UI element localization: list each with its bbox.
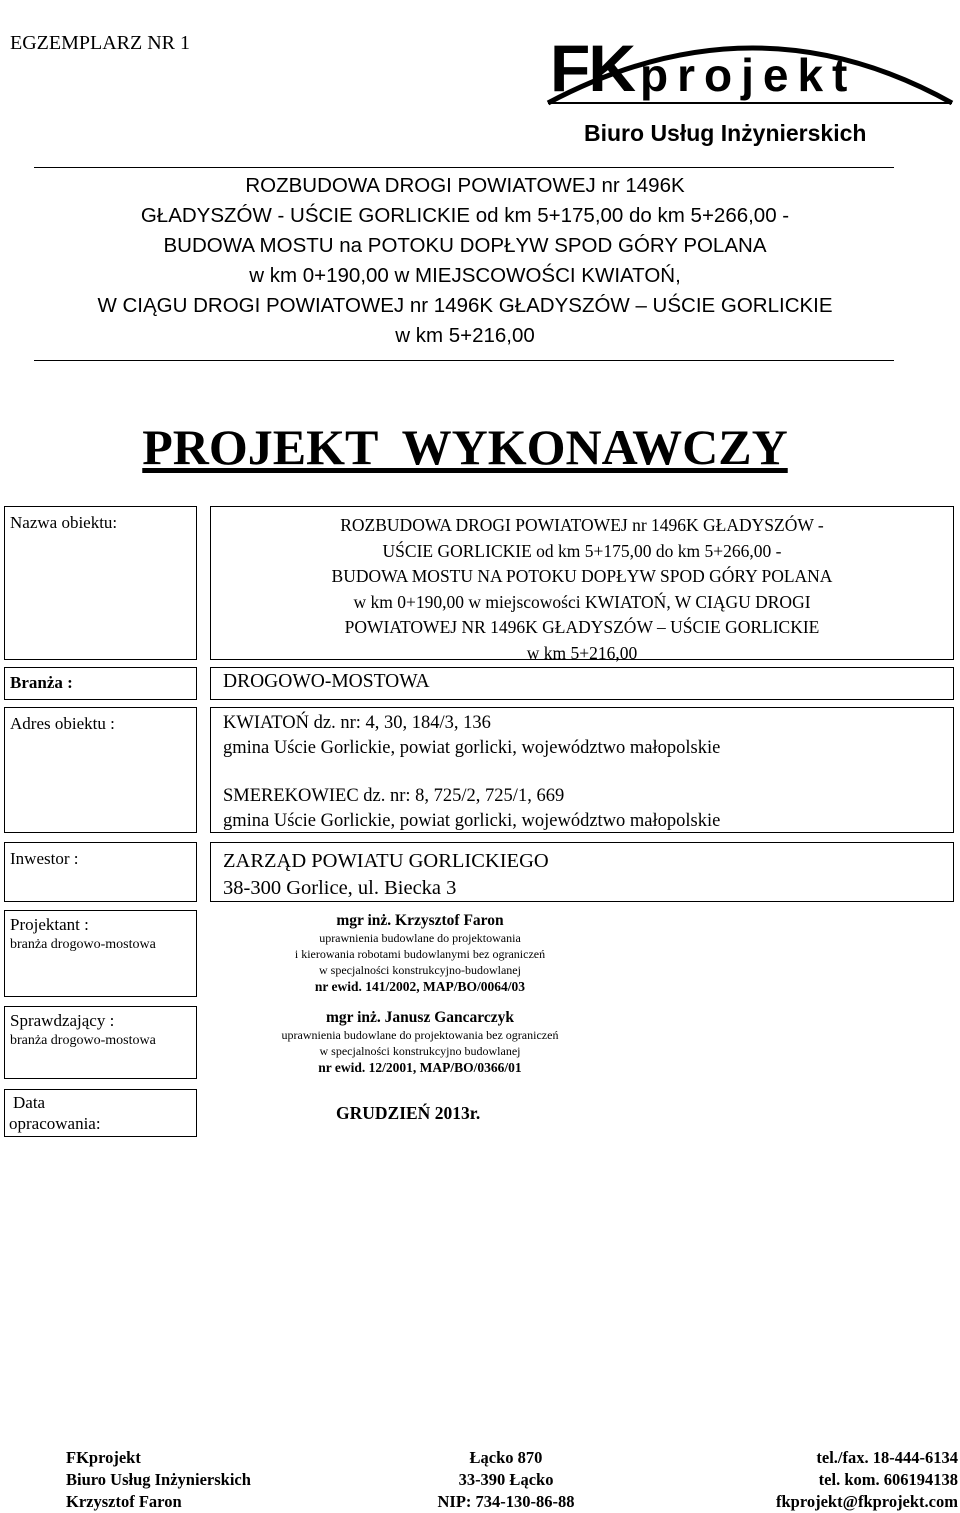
title-line: GŁADYSZÓW - UŚCIE GORLICKIE od km 5+175,00 do km 5+266,00 - <box>140 204 790 227</box>
logo-fk: FK <box>550 31 634 105</box>
designer-label-box <box>4 910 197 997</box>
object-line: UŚCIE GORLICKIE od km 5+175,00 do km 5+266,00 - <box>382 540 782 561</box>
investor-name: ZARZĄD POWIATU GORLICKIEGO <box>223 850 549 872</box>
designer-label: Projektant : <box>10 915 89 934</box>
designer-permission-line: w specjalności konstrukcyjno-budowlanej <box>319 963 521 977</box>
document-title <box>0 171 930 351</box>
logo-subtitle: Biuro Usług Inżynierskich <box>584 120 867 146</box>
title-line: w km 0+190,00 w MIEJSCOWOŚCI KWIATOŃ, <box>249 264 681 287</box>
object-name-box <box>210 506 954 663</box>
investor-address: 38-300 Gorlice, ul. Biecka 3 <box>223 877 457 899</box>
footer-left <box>66 1447 251 1513</box>
branch-value-box <box>210 667 954 700</box>
footer-email[interactable]: fkprojekt@fkprojekt.com <box>775 1492 958 1511</box>
branch-label: Branża : <box>10 673 73 692</box>
footer-nip: NIP: 734-130-86-88 <box>437 1492 575 1511</box>
designer-name: mgr inż. Krzysztof Faron <box>336 912 504 929</box>
address-value-box <box>210 707 954 833</box>
designer-permission-line: i kierowania robotami budowlanymi bez ograniczeń <box>294 947 546 961</box>
page-heading: PROJEKT WYKONAWCZY <box>142 419 788 475</box>
object-label-box <box>4 506 197 660</box>
logo-projekt: projekt <box>640 49 857 101</box>
branch-label-box <box>4 667 197 700</box>
checker-label-box <box>4 1006 197 1079</box>
address-line-gmina: gmina Uście Gorlickie, powiat gorlicki, województwo małopolskie <box>223 738 721 758</box>
footer-company: FKprojekt <box>66 1448 141 1467</box>
footer-mobile: tel. kom. 606194138 <box>818 1470 958 1489</box>
title-line: ROZBUDOWA DROGI POWIATOWEJ nr 1496K <box>245 174 685 197</box>
footer-phone-fax: tel./fax. 18-444-6134 <box>816 1448 958 1467</box>
date-label-line: Data <box>13 1093 46 1112</box>
footer-middle <box>406 1447 606 1513</box>
title-line: BUDOWA MOSTU na POTOKU DOPŁYW SPOD GÓRY POLANA <box>163 234 767 257</box>
address-line-smerekowiec: SMEREKOWIEC dz. nr: 8, 725/2, 725/1, 669 <box>223 786 565 806</box>
object-line: w km 5+216,00 <box>526 642 638 663</box>
designer-registration: nr ewid. 141/2002, MAP/BO/0064/03 <box>314 979 526 994</box>
checker-permission-line: uprawnienia budowlane do projektowania bez ograniczeń <box>281 1028 559 1042</box>
copy-label: EGZEMPLARZ NR 1 <box>10 32 190 54</box>
address-line-kwiaton: KWIATOŃ dz. nr: 4, 30, 184/3, 136 <box>223 713 491 733</box>
title-rule-top <box>34 167 894 168</box>
company-logo <box>540 8 960 148</box>
address-line-gmina: gmina Uście Gorlickie, powiat gorlicki, województwo małopolskie <box>223 811 721 831</box>
checker-label: Sprawdzający : <box>10 1011 115 1030</box>
branch-value: DROGOWO-MOSTOWA <box>223 671 430 692</box>
investor-label-box <box>4 842 197 902</box>
address-label: Adres obiektu : <box>10 714 115 733</box>
date-label-line: opracowania: <box>9 1114 101 1133</box>
title-rule-bottom <box>34 360 894 361</box>
investor-value-box <box>210 842 954 902</box>
footer-postcode: 33-390 Łącko <box>458 1470 554 1489</box>
checker-branch: branża drogowo-mostowa <box>10 1033 156 1048</box>
checker-info <box>210 1009 630 1077</box>
object-line: ROZBUDOWA DROGI POWIATOWEJ nr 1496K GŁADYSZÓW - <box>340 515 824 535</box>
object-line: BUDOWA MOSTU NA POTOKU DOPŁYW SPOD GÓRY POLANA <box>331 566 833 586</box>
designer-info <box>210 912 630 996</box>
footer-right <box>776 1447 958 1513</box>
footer-owner: Krzysztof Faron <box>66 1492 182 1511</box>
object-label: Nazwa obiektu: <box>10 513 118 532</box>
address-label-box <box>4 707 197 833</box>
footer-street: Łącko 870 <box>469 1448 543 1467</box>
investor-label: Inwestor : <box>10 849 79 868</box>
designer-branch: branża drogowo-mostowa <box>10 937 156 952</box>
date-label-box <box>4 1089 197 1137</box>
object-line: w km 0+190,00 w miejscowości KWIATOŃ, W CIĄGU DROGI <box>353 591 811 612</box>
object-line: POWIATOWEJ NR 1496K GŁADYSZÓW – UŚCIE GORLICKIE <box>344 617 820 637</box>
title-line: w km 5+216,00 <box>395 324 535 347</box>
title-line: W CIĄGU DROGI POWIATOWEJ nr 1496K GŁADYSZÓW – UŚCIE GORLICKIE <box>97 294 833 317</box>
checker-name: mgr inż. Janusz Gancarczyk <box>325 1009 514 1026</box>
checker-registration: nr ewid. 12/2001, MAP/BO/0366/01 <box>318 1060 522 1075</box>
footer-company-subtitle: Biuro Usług Inżynierskich <box>66 1470 251 1489</box>
checker-permission-line: w specjalności konstrukcyjno budowlanej <box>319 1044 521 1058</box>
designer-permission-line: uprawnienia budowlane do projektowania <box>319 931 521 945</box>
date-value: GRUDZIEŃ 2013r. <box>336 1103 481 1123</box>
